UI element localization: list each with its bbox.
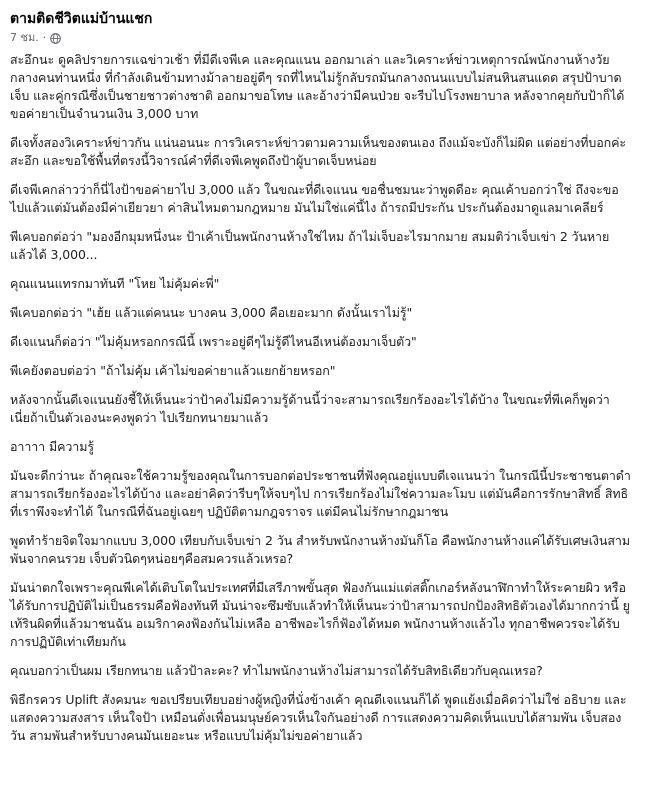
post-paragraph: พิธีกรควร Uplift สังคมนะ ขอเปรียบเทียบอย่างผู้หญิงที่นั่งข้างเค้า คุณดีเจแนนก็ได้ พูดแย้งเมื่อคิดว่าไม่ใช่ อธิบาย และแสดงความสงสาร เห็นใจป้า เหมือนดั่งเพื่อนมนุษย์ควรเห็นใจกันอย่างดี การแสดงความคิดเห็นแบบได้สามพัน เจ็บสองวัน สามพันสำหรับบางคนมันเยอะนะ หรือแบบไม่คุ้มไม่ขอค่ายาแล้ว (10, 692, 627, 743)
post-paragraph: ดีเจทั้งสองวิเคราะห์ข่าวกัน แน่นอนนะ การวิเคราะห์ข่าวตามความเห็นของตนเอง ถึงแม้จะบังก็ไม่ผิด แต่อย่างที่บอกค่ะสะอึก และขอใช้พื้นที่ตรงนี้วิจารณ์คำที่ดีเจพีเคพูดถึงป้าผู้บาดเจ็บหน่อย (10, 135, 627, 168)
post-body (10, 51, 631, 745)
post-paragraph: พูดทำร้ายจิตใจมากแบบ 3,000 เทียบกับเจ็บเข่า 2 วัน สำหรับพนักงานห้างมันก็โอ คือพนักงานห้างแค่ได้รับเศษเงินสามพันจากคนรวย เจ็บตัวนิดๆหน่อยๆคือสมควรแล้วเหรอ? (10, 533, 630, 566)
post-paragraph: ดีเจพีเคกล่าวว่าก็นี่ไงป้าขอค่ายาไป 3,000 แล้ว ในขณะที่ดีเจแนน ขอชื่นชมนะว่าพูดดีอะ คุณเค้าบอกว่าใช่ ถึงจะขอไปแล้วแต่มันต้องมีค่าเยียวยา ค่าสินไหมตามกฎหมาย มันไม่ใช่แค่นี้ไง ถ้ารถมีประกัน ประกันต้องมาดูแลมาเคลียร์ (10, 182, 619, 215)
post-paragraph: มันน่าตกใจเพราะคุณพีเคได้เติบโตในประเทศที่มีเสรีภาพขั้นสุด ฟ้องกันแม่แต่สติ๊กเกอร์หลังนาฬิกาทำให้ระคายผิว หรือได้รับการปฏิบัติไม่เป็นธรรมคือฟ้องทันที มันน่าจะซึมซับแล้วทำให้เห็นนะว่าป้าสามารถปกป้องสิทธิตัวเองได้มากกว่านี้ ยูเท้รินผิดที่แล้วมาชนฉัน อเมริกาคงฟ้องกันไม่เหลือ อาชีพอะไรก็ฟ้องได้หมด พนักงานห้างแล้วไง ทุกอาชีพควรจะได้รับการปฏิบัติเท่าเทียมกัน (10, 580, 630, 649)
post-paragraph: พีเคบอกต่อว่า "เฮ้ย แล้วแต่คนนะ บางคน 3,000 คือเยอะมาก ดังนั้นเราไม่รู้" (10, 305, 413, 320)
post-paragraph: พีเคบอกต่อว่า "มองอีกมุมหนึ่งนะ ป้าเค้าเป็นพนักงานห้างใช่ไหม ถ้าไม่เจ็บอะไรมากมาย สมมติว่าเจ็บเข่า 2 วันหาย แล้วได้ 3,000... (10, 229, 610, 262)
post-meta (10, 31, 631, 45)
globe-icon[interactable] (50, 33, 61, 44)
post-paragraph: อาาาา มีความรู้ (10, 439, 94, 454)
post-paragraph: ดีเจแนนก็ต่อว่า "ไม่คุ้มหรอกกรณีนี้ เพราะอยู่ดีๆไม่รู้ดีไหนอีเหน่ต้องมาเจ็บตัว" (10, 334, 417, 349)
post-paragraph: คุณแนนแทรกมาทันที "โหย ไม่คุ้มค่ะพี่" (10, 276, 220, 291)
meta-separator: · (42, 31, 47, 44)
post-author-name[interactable]: ตามติดชีวิตแม่บ้านแชก (10, 11, 153, 27)
post-paragraph: หลังจากนั้นดีเจแนนยังชี้ให้เห็นนะว่าป้าคงไม่มีความรู้ด้านนี้ว่าจะสามารถเรียกร้องอะไรได้บ้าง ในขณะที่พีเคก็พูดว่า เนี่ยถ้าเป็นตัวเองนะคงพูดว่า ไปเรียกทนายมาแล้ว (10, 392, 610, 425)
post-paragraph: คุณบอกว่าเป็นผม เรียกทนาย แล้วป้าละคะ? ทำไมพนักงานห้างไม่สามารถได้รับสิทธิเดียวกับคุณเหรอ? (10, 663, 543, 678)
post-paragraph: พีเคยังตอบต่อว่า "ถ้าไม่คุ้ม เค้าไม่ขอค่ายาแล้วแยกย้ายหรอก" (10, 363, 336, 378)
post-header (10, 10, 631, 45)
post-paragraph: สะอึกนะ ดูคลิปรายการแฉข่าวเช้า ที่มีดีเจพีเค และคุณแนน ออกมาเล่า และวิเคราะห์ข่าวเหตุการณ์พนักงานห้างวัยกลางคนท่านหนึ่ง ที่กำลังเดินข้ามทางม้าลายอยู่ดีๆ รถที่ไหนไม่รู้กลับรถมันกลางถนนแบบไม่สนหินสนแดด สรุปป้าบาดเจ็บ และคู่กรณีซึ่งเป็นชายชาวต่างชาติ ออกมาขอโทษ และอ้างว่ามีคนป่วย จะรีบไปโรงพยาบาล หลังจากคุยกับป้าก็ได้ขอค่ายาเป็นจำนวนเงิน 3,000 บาท (10, 52, 625, 121)
post-timestamp[interactable]: 7 ชม. (10, 31, 39, 44)
post-paragraph: มันจะดีกว่านะ ถ้าคุณจะใช้ความรู้ของคุณในการบอกต่อประชาชนที่ฟังคุณอยู่แบบดีเจแนนว่า ในกรณีนี้ประชาชนตาดำสามารถเรียกร้องอะไรได้บ้าง และอย่าคิดว่ารีบๆให้จบๆไป การเรียกร้องไม่ใช่ความละโมบ แต่มันคือการรักษาสิทธิ์ สิทธิที่เราพึงจะทำได้ ในกรณีที่ฉันอยู่เฉยๆ ปฏิบัติตามกฎจราจร แต่มีคนไม่รักษากฎมาชน (10, 468, 631, 519)
